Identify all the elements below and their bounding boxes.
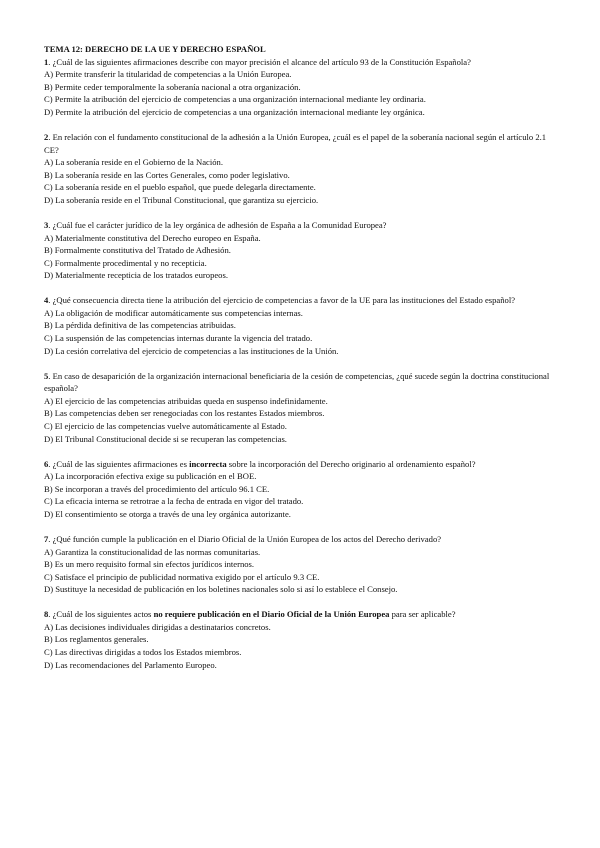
- answer-option: B) Las competencias deben ser renegociadas con los restantes Estados miembros.: [44, 408, 325, 419]
- question-stem: 6. ¿Cuál de las siguientes afirmaciones es incorrecta sobre la incorporación del Derecho originario al ordenamiento español?: [44, 458, 476, 469]
- question-5: [44, 370, 560, 446]
- question-text: ¿Cuál de las siguientes afirmaciones describe con mayor precisión el alcance del artículo 93 de la Constitución Española?: [52, 56, 471, 67]
- answer-option: A) Garantiza la constitucionalidad de las normas comunitarias.: [44, 546, 261, 557]
- question-number: 4: [44, 295, 49, 306]
- question-stem: 7. ¿Qué función cumple la publicación en el Diario Oficial de la Unión Europea de los actos del Derecho derivado?: [44, 533, 442, 544]
- question-number: 2: [44, 131, 49, 142]
- question-text: ¿Qué función cumple la publicación en el Diario Oficial de la Unión Europea de los actos del Derecho derivado?: [52, 533, 442, 544]
- answer-option: A) La obligación de modificar automáticamente sus competencias internas.: [44, 307, 303, 318]
- answer-option: B) La soberanía reside en las Cortes Generales, como poder legislativo.: [44, 169, 290, 180]
- answer-option: C) La suspensión de las competencias internas durante la vigencia del tratado.: [44, 333, 313, 344]
- question-number: 7: [44, 533, 49, 544]
- question-stem: 5. En caso de desaparición de la organización internacional beneficiaria de la cesión de competencias, ¿qué sucede según la doctrina constitucional española?: [44, 370, 550, 394]
- answer-option: A) Materialmente constitutiva del Derecho europeo en España.: [44, 232, 261, 243]
- answer-option: D) La cesión correlativa del ejercicio de competencias a las instituciones de la Unión.: [44, 345, 339, 356]
- answer-option: A) La incorporación efectiva exige su publicación en el BOE.: [44, 471, 257, 482]
- answer-option: D) El consentimiento se otorga a través de una ley orgánica autorizante.: [44, 508, 291, 519]
- question-stem: 2. En relación con el fundamento constitucional de la adhesión a la Unión Europea, ¿cuál es el papel de la soberanía nacional según el artículo 2.1 CE?: [44, 131, 547, 155]
- answer-option: C) Permite la atribución del ejercicio de competencias a una organización internacional mediante ley ordinaria.: [44, 94, 426, 105]
- answer-option: A) Permite transferir la titularidad de competencias a la Unión Europea.: [44, 69, 292, 80]
- document-title: TEMA 12: DERECHO DE LA UE Y DERECHO ESPAÑOL: [44, 44, 266, 54]
- question-8: [44, 608, 560, 671]
- answer-option: A) La soberanía reside en el Gobierno de la Nación.: [44, 157, 223, 168]
- question-text: ¿Qué consecuencia directa tiene la atribución del ejercicio de competencias a favor de la UE para las instituciones del Estado español?: [52, 295, 516, 306]
- question-emphasis: incorrecta: [189, 458, 227, 469]
- question-7: [44, 533, 560, 596]
- answer-option: C) Las directivas dirigidas a todos los Estados miembros.: [44, 647, 242, 658]
- answer-option: B) Es un mero requisito formal sin efectos jurídicos internos.: [44, 559, 255, 570]
- answer-option: C) Formalmente procedimental y no recepticia.: [44, 257, 207, 268]
- question-4: [44, 294, 560, 357]
- question-text-continued: sobre la incorporación del Derecho originario al ordenamiento español?: [226, 458, 476, 469]
- answer-option: C) La soberanía reside en el pueblo español, que puede delegarla directamente.: [44, 182, 316, 193]
- question-number: 8: [44, 609, 49, 620]
- answer-option: B) Los reglamentos generales.: [44, 634, 149, 645]
- answer-option: D) Sustituye la necesidad de publicación en los boletines nacionales solo si así lo establece el Consejo.: [44, 584, 398, 595]
- question-number: 3: [44, 219, 49, 230]
- answer-option: A) Las decisiones individuales dirigidas a destinatarios concretos.: [44, 621, 271, 632]
- answer-option: C) La eficacia interna se retrotrae a la fecha de entrada en vigor del tratado.: [44, 496, 304, 507]
- question-number: 1: [44, 56, 49, 67]
- answer-option: D) El Tribunal Constitucional decide si se recuperan las competencias.: [44, 433, 287, 444]
- question-number: 6: [44, 458, 49, 469]
- question-text-continued: para ser aplicable?: [389, 609, 456, 620]
- question-3: [44, 219, 560, 282]
- question-text: ¿Cuál de las siguientes afirmaciones es: [52, 458, 190, 469]
- question-emphasis: no requiere publicación en el Diario Oficial de la Unión Europea: [153, 609, 390, 620]
- answer-option: C) Satisface el principio de publicidad normativa exigido por el artículo 9.3 CE.: [44, 571, 320, 582]
- answer-option: B) Permite ceder temporalmente la soberanía nacional a otra organización.: [44, 81, 301, 92]
- answer-option: D) Materialmente recepticia de los tratados europeos.: [44, 270, 228, 281]
- question-number: 5: [44, 370, 49, 381]
- question-text: ¿Cuál fue el carácter jurídico de la ley orgánica de adhesión de España a la Comunidad Europea?: [52, 219, 387, 230]
- question-6: [44, 458, 560, 521]
- answer-option: B) Formalmente constitutiva del Tratado de Adhesión.: [44, 245, 231, 256]
- question-2: [44, 131, 560, 207]
- question-stem: 4. ¿Qué consecuencia directa tiene la atribución del ejercicio de competencias a favor de la UE para las instituciones del Estado español?: [44, 295, 516, 306]
- answer-option: D) Las recomendaciones del Parlamento Europeo.: [44, 659, 217, 670]
- question-text: En caso de desaparición de la organización internacional beneficiaria de la cesión de competencias, ¿qué sucede según la doctrina constitucional española?: [44, 370, 550, 394]
- answer-option: B) La pérdida definitiva de las competencias atribuidas.: [44, 320, 236, 331]
- question-stem: 3. ¿Cuál fue el carácter jurídico de la ley orgánica de adhesión de España a la Comunidad Europea?: [44, 219, 387, 230]
- answer-option: D) Permite la atribución del ejercicio de competencias a una organización internacional mediante ley orgánica.: [44, 106, 425, 117]
- answer-option: C) El ejercicio de las competencias vuelve automáticamente al Estado.: [44, 421, 287, 431]
- question-text: ¿Cuál de los siguientes actos: [52, 609, 154, 620]
- question-stem: 1. ¿Cuál de las siguientes afirmaciones describe con mayor precisión el alcance del artículo 93 de la Constitución Española?: [44, 56, 471, 67]
- question-list: [44, 56, 560, 672]
- answer-option: D) La soberanía reside en el Tribunal Constitucional, que garantiza su ejercicio.: [44, 194, 319, 205]
- question-text: En relación con el fundamento constitucional de la adhesión a la Unión Europea, ¿cuál es el papel de la soberanía nacional según el artículo 2.1 CE?: [44, 131, 547, 155]
- question-stem: 8. ¿Cuál de los siguientes actos no requiere publicación en el Diario Oficial de la Unión Europea para ser aplicable?: [44, 609, 456, 620]
- answer-option: A) El ejercicio de las competencias atribuidas queda en suspenso indefinidamente.: [44, 395, 328, 406]
- question-1: [44, 56, 560, 119]
- answer-option: B) Se incorporan a través del procedimiento del artículo 96.1 CE.: [44, 483, 270, 494]
